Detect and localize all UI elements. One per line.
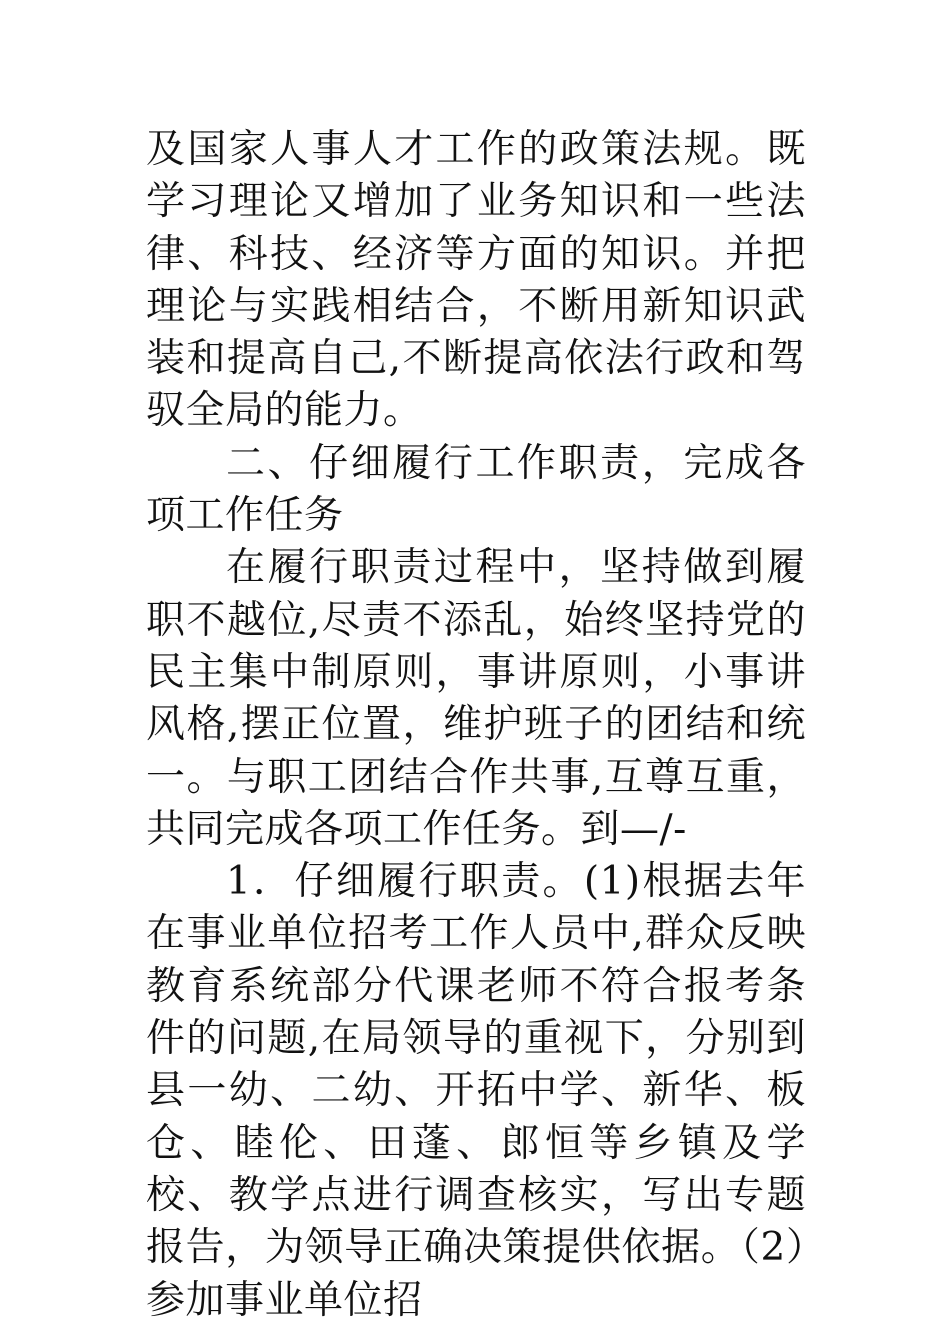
- paragraph-duties: 在履行职责过程中，坚持做到履职不越位,尽责不添乱，始终坚持党的民主集中制原则，事讲原则，小事讲风格,摆正位置，维护班子的团结和统一。与职工团结合作共事,互尊互重，共同完成各项工作任务。到—/-: [146, 545, 806, 852]
- document-body: [146, 124, 806, 1327]
- paragraph-continuation: 及国家人事人才工作的政策法规。既学习理论又增加了业务知识和一些法律、科技、经济等方面的知识。并把理论与实践相结合，不断用新知识武装和提高自己,不断提高依法行政和驾驭全局的能力。: [146, 127, 806, 434]
- section-heading: 二、仔细履行工作职责，完成各项工作任务: [146, 440, 806, 539]
- paragraph-item-1: 1．仔细履行职责。(1)根据去年在事业单位招考工作人员中,群众反映教育系统部分代课老师不符合报考条件的问题,在局领导的重视下，分别到县一幼、二幼、开拓中学、新华、板仓、睦伦、田蓬、郎恒等乡镇及学校、教学点进行调查核实，写出专题报告，为领导正确决策提供依据。（2）参加事业单位招: [146, 859, 806, 1323]
